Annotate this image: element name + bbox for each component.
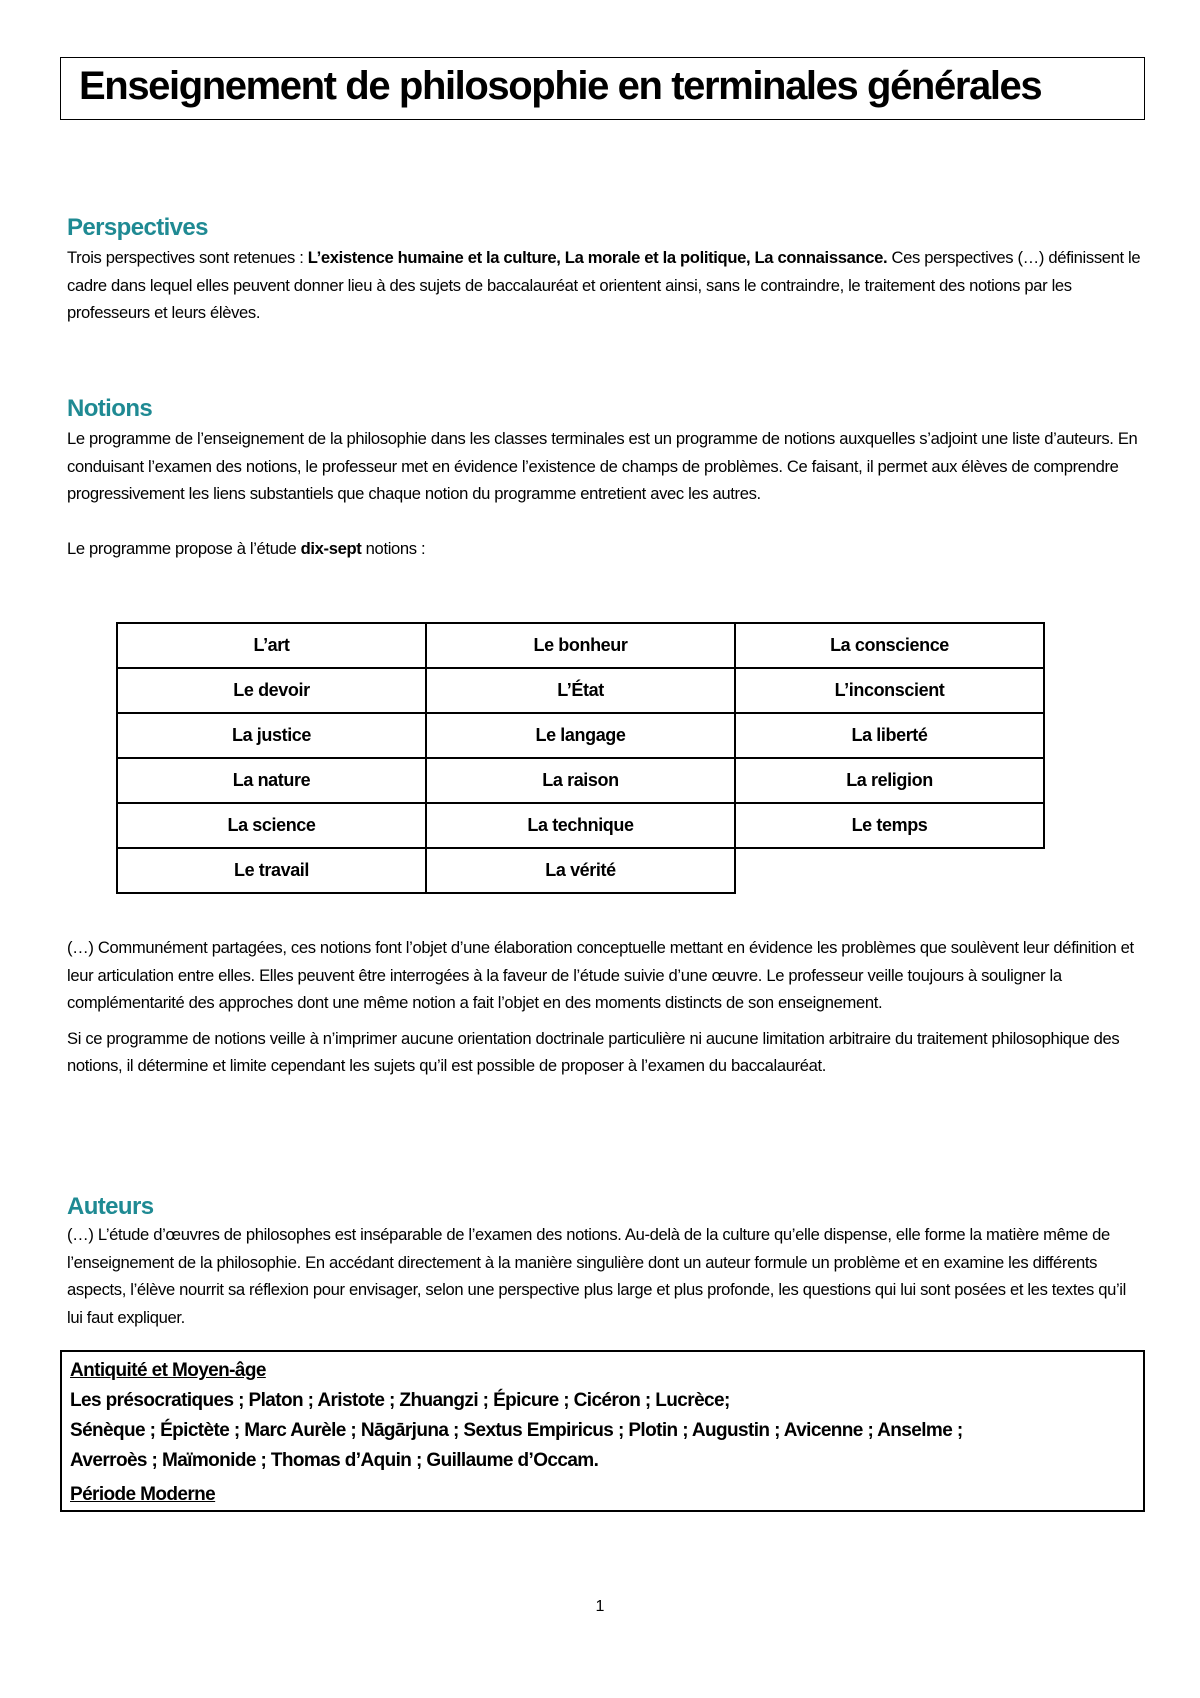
section-notions	[67, 395, 1142, 562]
period-modern: Période Moderne	[70, 1484, 216, 1505]
notions-table	[116, 622, 1045, 894]
authors-box	[60, 1350, 1145, 1512]
notion-cell: Le travail	[117, 848, 426, 893]
authors-line-2: Sénèque ; Épictète ; Marc Aurèle ; Nāgārjuna ; Sextus Empiricus ; Plotin ; Augustin ; Avicenne ; Anselme ;	[70, 1420, 963, 1441]
para2-pre: Le programme propose à l’étude	[67, 538, 301, 558]
notions-para-2	[67, 535, 1142, 563]
authors-line-3: Averroès ; Maïmonide ; Thomas d’Aquin ; Guillaume d’Occam.	[70, 1450, 599, 1471]
notion-cell: La nature	[117, 758, 426, 803]
period-antiquity: Antiquité et Moyen-âge	[70, 1360, 266, 1381]
notion-cell: Le devoir	[117, 668, 426, 713]
notion-cell: La raison	[426, 758, 735, 803]
heading-perspectives: Perspectives	[67, 214, 208, 241]
notions-para-4: Si ce programme de notions veille à n’imprimer aucune orientation doctrinale particulière ni aucune limitation arbitraire du traitement philosophique des notions, il détermine et limite cependant les sujets qu’il est possible de proposer à l’examen du baccalauréat.	[67, 1028, 1120, 1076]
notions-para-1: Le programme de l’enseignement de la philosophie dans les classes terminales est un programme de notions auxquelles s’adjoint une liste d’auteurs. En conduisant l’examen des notions, le professeur met en évidence l’existence de champs de problèmes. Ce faisant, il permet aux élèves de comprendre progressivement les liens substantiels que chaque notion du programme entretient avec les autres.	[67, 429, 1138, 504]
table-row	[117, 713, 1044, 758]
empty-cell	[735, 848, 1044, 893]
table-row	[117, 848, 1044, 893]
authors-line-1: Les présocratiques ; Platon ; Aristote ; Zhuangzi ; Épicure ; Cicéron ; Lucrèce;	[70, 1390, 730, 1411]
notion-cell: La liberté	[735, 713, 1044, 758]
notion-cell: L’art	[117, 623, 426, 668]
table-row	[117, 623, 1044, 668]
notion-cell: Le bonheur	[426, 623, 735, 668]
section-auteurs	[67, 1193, 1142, 1331]
page-number: 1	[595, 1598, 605, 1615]
notion-cell: La vérité	[426, 848, 735, 893]
perspectives-intro: Trois perspectives sont retenues :	[67, 248, 308, 267]
heading-auteurs: Auteurs	[67, 1193, 154, 1220]
perspectives-list: L’existence humaine et la culture, La morale et la politique, La connaissance.	[307, 248, 888, 267]
perspectives-text	[67, 244, 1142, 327]
table-row	[117, 668, 1044, 713]
table-row	[117, 758, 1044, 803]
table-row	[117, 803, 1044, 848]
notion-cell: Le langage	[426, 713, 735, 758]
notions-para-3: (…) Communément partagées, ces notions font l’objet d’une élaboration conceptuelle mettant en évidence les problèmes que soulèvent leur définition et leur articulation entre elles. Elles peuvent être interrogées à la faveur de l’étude suivie d’une œuvre. Le professeur veille toujours à souligner la complémentarité des approches dont une même notion a fait l’objet en des moments distincts de son enseignement.	[67, 938, 1134, 1013]
notion-cell: La conscience	[735, 623, 1044, 668]
section-notions-continued	[67, 934, 1142, 1080]
notion-cell: Le temps	[735, 803, 1044, 848]
page-title: Enseignement de philosophie en terminales générales	[79, 64, 1042, 108]
auteurs-para: (…) L’étude d’œuvres de philosophes est inséparable de l’examen des notions. Au-delà de la culture qu’elle dispense, elle forme la matière même de l’enseignement de la philosophie. En accédant directement à la manière singulière dont un auteur formule un problème et en examine les différents aspects, l’élève nourrit sa réflexion pour envisager, selon une perspective plus large et plus profonde, les questions qui lui sont posées et les textes qu’il lui faut expliquer.	[67, 1225, 1126, 1327]
notion-cell: La religion	[735, 758, 1044, 803]
notion-cell: La technique	[426, 803, 735, 848]
title-box	[60, 57, 1145, 120]
heading-notions: Notions	[67, 395, 153, 422]
section-perspectives	[67, 214, 1142, 327]
notion-cell: L’inconscient	[735, 668, 1044, 713]
notion-cell: L’État	[426, 668, 735, 713]
para2-post: notions :	[361, 538, 426, 558]
para2-bold: dix-sept	[300, 538, 362, 558]
notion-cell: La justice	[117, 713, 426, 758]
perspectives-rest: Ces perspectives (…) définissent le cadre dans lequel elles peuvent donner lieu à des sujets de baccalauréat et orientent ainsi, sans le contraindre, le traitement des notions par les professeurs et leurs élèves.	[67, 248, 1141, 323]
notion-cell: La science	[117, 803, 426, 848]
